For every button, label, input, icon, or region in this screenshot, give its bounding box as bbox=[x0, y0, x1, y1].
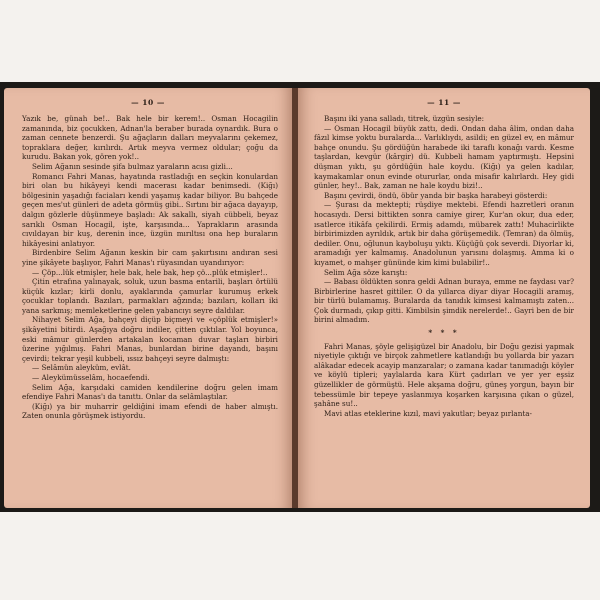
paragraph: Başını çevirdi, öndü, öbür yanda bir başka harabeyi gösterdi: bbox=[324, 190, 548, 200]
paragraph: Selim Ağanın sesinde şifa bulmaz yaraların acısı gizli... bbox=[32, 161, 233, 171]
paragraph: Birdenbire Selim Ağanın keskin bir cam şakırtısını andıran sesi yine şikâyete başlıyor, Fahri Manas'ı rüyasından uyandırıyor: bbox=[22, 248, 278, 267]
right-page-number: — 11 — bbox=[427, 98, 461, 107]
paragraph: Nihayet Selim Ağa, bahçeyi diçüp biçmeyi ve «çöplük etmişler!» şikâyetini bitirdi. Aşağıya doğru indiler, çitten çıktılar. Yol boyunca, eski mâmur günlerden artakalan kocaman duvar taşları birbiri üzerine yığılmış. Fahri Manas, bunlardan birine dayandı, başını çevirdi; tekrar yeşil kubbeli, ıssız bahçeyi seyre dalmıştı: bbox=[22, 315, 278, 363]
paragraph: — Aleykümüsselâm, hocaefendi. bbox=[32, 373, 150, 383]
right-page bbox=[298, 88, 590, 508]
paragraph: (Kiğı) ya bir muharrir geldiğini imam efendi de haber almıştı. Zaten onunla görüşmek istiyordu. bbox=[22, 401, 278, 421]
paragraph: — Babası öldükten sonra geldi Adnan buraya, emme ne faydası var? Birbirlerine hasret gittiler. O da yıllarca diyar diyar Hocagili aramış, bir türlü bulamamış. Buralarda da tanıdık kimsesi kalmamıştı zaten... Çok durmadı, çıkıp gitti. Kimbilsin şimdik nerelerde!.. Gayri ben de bir birini almadım. bbox=[314, 277, 574, 325]
paragraph: Romancı Fahri Manas, hayatında rastladığı en seçkin konulardan biri olan bu hikâyeyi kendi macerası kadar benimsedi. (Kiğı) bölgesinin yaşadığı faciaları kendi yaşamış kadar biliyor. Bu bahçede geçen mes'ut günleri de adeta görmüş gibi.. Sırtını bir ağaca dayayıp, dalgın gözlerle düşünmeye başladı: Ak sakallı, siyah cübbeli, beyaz sarıklı Osman Hocagil, işte, karşısında... Yaprakların arasında cıvıldayan bir kuş, derenin ince, üzgün mırıltısı ona hep buraların hikâyesini anlatıyor. bbox=[22, 171, 278, 248]
open-book bbox=[0, 82, 600, 512]
paragraph: Başını iki yana salladı, titrek, üzgün sesiyle: bbox=[324, 114, 485, 123]
paragraph: Selim Ağa, karşıdaki camiden kendilerine doğru gelen imam efendiye Fahri Manas'ı da tanıttı. Onlar da selâmlaştılar. bbox=[22, 382, 278, 402]
paragraph: Fahri Manas, şöyle gelişigüzel bir Anadolu, bir Doğu gezisi yapmak niyetiyle çıktığı ve birçok zahmetlere katlandığı bu yollarda bir yazarı alâkadar edecek acayip manzaralar; o zamana kadar tanımadığı köyler ve köylü tipleri; yaylalarda kara Kürt çadırları ve yer yer eşsiz güzellikler de görmüştü. Hele akşama doğru, güneş yorgun, bayın bir tebessümle bir tepeye yaslanmıya koşarken karşısına çıkan o güzel, şahâne su!.. bbox=[314, 341, 574, 409]
left-page-number: — 10 — bbox=[131, 98, 165, 107]
left-page bbox=[4, 88, 292, 508]
paragraph: Selim Ağa söze karıştı: bbox=[324, 267, 408, 277]
paragraph: — Selâmün aleyküm, evlât. bbox=[32, 363, 131, 373]
paragraph: — Osman Hocagil büyük zattı, dedi. Ondan daha âlim, ondan daha fâzıl kimse yoktu buralarda... Varlıklıydı, asildi; en güzel ev, en mâmur bahçe onundu. Şu gördüğün harabede iki taraflı konağı vardı. Kesme taşlardan, kevgür (kârgir) dü. Kubbeli hamam yaptırmıştı. Hepsini düşman yıktı, şu gördüğün hale koydu. (Kiğı) ya gelen kadılar, kaymakamlar onun evinde otururlar, onda misafir kalırlardı. Hey gidi günler, hey!.. Bak, zaman ne hale koydu bizi!.. bbox=[314, 123, 574, 191]
paragraph: Mavi atlas eteklerine kızıl, mavi yakutlar; beyaz pırlanta- bbox=[324, 408, 532, 418]
paragraph: Yazık be, günah be!.. Bak hele bir kerem!.. Osman Hocagilin zamanında, biz çocukken, Adnan'la beraber burada oynardık. Bura o zaman cennete benzerdi. Şu ağaçların dalları meyvalarını çekemez, topraklara değer, kırılırdı. Artık meyva vermez oldular; çoğu da kurudu. Bakan yok, gören yok!.. bbox=[22, 114, 278, 162]
section-break: * * * bbox=[428, 328, 460, 338]
paragraph: Çitin etrafına yalınayak, soluk, uzun basma entarili, başları örtülü küçük kızlar; kirli donlu, ayaklarında çamurlar kurumuş erkek çocuklar toplandı. Bazıları, parmakları ağzında; bazıları, kolları iki yana sarkmış; memleketlerine gelen yabancıyı seyre daldılar. bbox=[22, 277, 278, 315]
paragraph: — Çöp...lük etmişler, hele bak, hele bak, hep çö...plük etmişler!.. bbox=[32, 267, 268, 277]
paragraph: — Şurası da mektepti; rüşdiye mektebi. Efendi hazretleri oranın hocasıydı. Dersi bittikten sonra camiye girer, Kur'an okur, dua eder, ısatlerce itikâfa çekilirdi. Ermiş adamdı, mübarek zattı! Muhacirlikte birbirimizden ayrıldık, artık bir daha görüşemedik. (Temran) da ölmüş, dediler. Onu, oğlunun kayboluşu yıktı. Küçüğü çok severdi. Diyorlar ki, aramadığı yer kalmamış. Anadolunun yarısını dolaşmış. Amma ki o kıyamet, o mahşer gününde kim kimi bulabilir!.. bbox=[314, 200, 574, 267]
